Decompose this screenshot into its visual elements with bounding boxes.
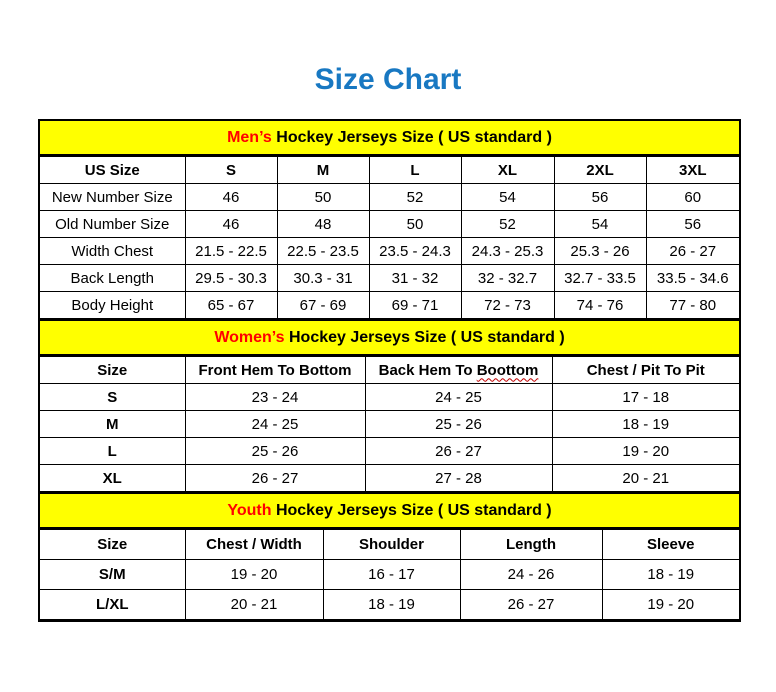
- value-cell: 26 - 27: [460, 590, 602, 620]
- column-header-cell: Shoulder: [323, 530, 460, 560]
- value-cell: 52: [369, 184, 461, 211]
- table-row: [40, 292, 739, 319]
- row-label-cell: L/XL: [40, 590, 185, 620]
- value-cell: 25.3 - 26: [554, 238, 646, 265]
- table-row: [40, 211, 739, 238]
- value-cell: 32.7 - 33.5: [554, 265, 646, 292]
- value-cell: 23 - 24: [185, 384, 365, 411]
- table-row: [40, 560, 739, 590]
- value-cell: 46: [185, 211, 277, 238]
- value-cell: 50: [277, 184, 369, 211]
- value-cell: 25 - 26: [365, 411, 552, 438]
- column-header-cell: Back Hem To Boottom: [365, 357, 552, 384]
- section-banner-text: Hockey Jerseys Size ( US standard ): [271, 128, 552, 146]
- column-header-cell: Front Hem To Bottom: [185, 357, 365, 384]
- section-banner-mens: [40, 121, 739, 156]
- header-row: [40, 357, 739, 384]
- section-table-womens: [40, 356, 739, 492]
- value-cell: 24 - 25: [365, 384, 552, 411]
- value-cell: 74 - 76: [554, 292, 646, 319]
- value-cell: 31 - 32: [369, 265, 461, 292]
- misspelled-word: Boottom: [476, 361, 539, 379]
- column-header-cell: Chest / Width: [185, 530, 323, 560]
- value-cell: 18 - 19: [323, 590, 460, 620]
- column-header-cell: US Size: [40, 157, 185, 184]
- section-banner-womens: [40, 319, 739, 356]
- column-header-cell: S: [185, 157, 277, 184]
- value-cell: 26 - 27: [365, 438, 552, 465]
- value-cell: 77 - 80: [646, 292, 739, 319]
- row-label-cell: Old Number Size: [40, 211, 185, 238]
- value-cell: 16 - 17: [323, 560, 460, 590]
- column-header-cell: Length: [460, 530, 602, 560]
- row-label-cell: New Number Size: [40, 184, 185, 211]
- section-banner-highlight: Men’s: [227, 128, 272, 146]
- column-header-cell: M: [277, 157, 369, 184]
- section-banner-text: Hockey Jerseys Size ( US standard ): [271, 501, 552, 519]
- table-row: [40, 438, 739, 465]
- table-row: [40, 411, 739, 438]
- value-cell: 69 - 71: [369, 292, 461, 319]
- section-table-youth: [40, 529, 739, 620]
- value-cell: 56: [554, 184, 646, 211]
- value-cell: 60: [646, 184, 739, 211]
- section-table-mens: [40, 156, 739, 319]
- row-label-cell: Width Chest: [40, 238, 185, 265]
- value-cell: 65 - 67: [185, 292, 277, 319]
- column-header-cell: Size: [40, 357, 185, 384]
- value-cell: 24.3 - 25.3: [461, 238, 554, 265]
- header-row: [40, 157, 739, 184]
- value-cell: 29.5 - 30.3: [185, 265, 277, 292]
- page-title: Size Chart: [314, 63, 462, 96]
- value-cell: 24 - 26: [460, 560, 602, 590]
- row-label-cell: S/M: [40, 560, 185, 590]
- value-cell: 72 - 73: [461, 292, 554, 319]
- column-header-cell: L: [369, 157, 461, 184]
- value-cell: 22.5 - 23.5: [277, 238, 369, 265]
- section-banner-highlight: Youth: [227, 501, 272, 519]
- value-cell: 33.5 - 34.6: [646, 265, 739, 292]
- value-cell: 19 - 20: [602, 590, 739, 620]
- value-cell: 32 - 32.7: [461, 265, 554, 292]
- value-cell: 52: [461, 211, 554, 238]
- section-banner-youth: [40, 492, 739, 529]
- value-cell: 17 - 18: [552, 384, 739, 411]
- value-cell: 19 - 20: [185, 560, 323, 590]
- section-banner-highlight: Women’s: [214, 328, 285, 346]
- value-cell: 24 - 25: [185, 411, 365, 438]
- value-cell: 26 - 27: [185, 465, 365, 492]
- header-row: [40, 530, 739, 560]
- value-cell: 18 - 19: [552, 411, 739, 438]
- row-label-cell: Body Height: [40, 292, 185, 319]
- column-header-cell: 3XL: [646, 157, 739, 184]
- row-label-cell: S: [40, 384, 185, 411]
- row-label-cell: L: [40, 438, 185, 465]
- row-label-cell: XL: [40, 465, 185, 492]
- table-row: [40, 265, 739, 292]
- column-header-cell: Chest / Pit To Pit: [552, 357, 739, 384]
- value-cell: 54: [461, 184, 554, 211]
- value-cell: 27 - 28: [365, 465, 552, 492]
- value-cell: 19 - 20: [552, 438, 739, 465]
- value-cell: 20 - 21: [552, 465, 739, 492]
- value-cell: 56: [646, 211, 739, 238]
- column-header-cell: Sleeve: [602, 530, 739, 560]
- table-row: [40, 238, 739, 265]
- column-header-cell: XL: [461, 157, 554, 184]
- value-cell: 26 - 27: [646, 238, 739, 265]
- value-cell: 46: [185, 184, 277, 211]
- column-header-cell: 2XL: [554, 157, 646, 184]
- value-cell: 18 - 19: [602, 560, 739, 590]
- section-banner-text: Hockey Jerseys Size ( US standard ): [284, 328, 565, 346]
- table-row: [40, 384, 739, 411]
- value-cell: 21.5 - 22.5: [185, 238, 277, 265]
- row-label-cell: M: [40, 411, 185, 438]
- value-cell: 30.3 - 31: [277, 265, 369, 292]
- value-cell: 20 - 21: [185, 590, 323, 620]
- value-cell: 48: [277, 211, 369, 238]
- table-row: [40, 465, 739, 492]
- value-cell: 23.5 - 24.3: [369, 238, 461, 265]
- value-cell: 25 - 26: [185, 438, 365, 465]
- value-cell: 50: [369, 211, 461, 238]
- table-row: [40, 590, 739, 620]
- table-row: [40, 184, 739, 211]
- row-label-cell: Back Length: [40, 265, 185, 292]
- value-cell: 54: [554, 211, 646, 238]
- size-chart: [38, 119, 741, 622]
- column-header-cell: Size: [40, 530, 185, 560]
- value-cell: 67 - 69: [277, 292, 369, 319]
